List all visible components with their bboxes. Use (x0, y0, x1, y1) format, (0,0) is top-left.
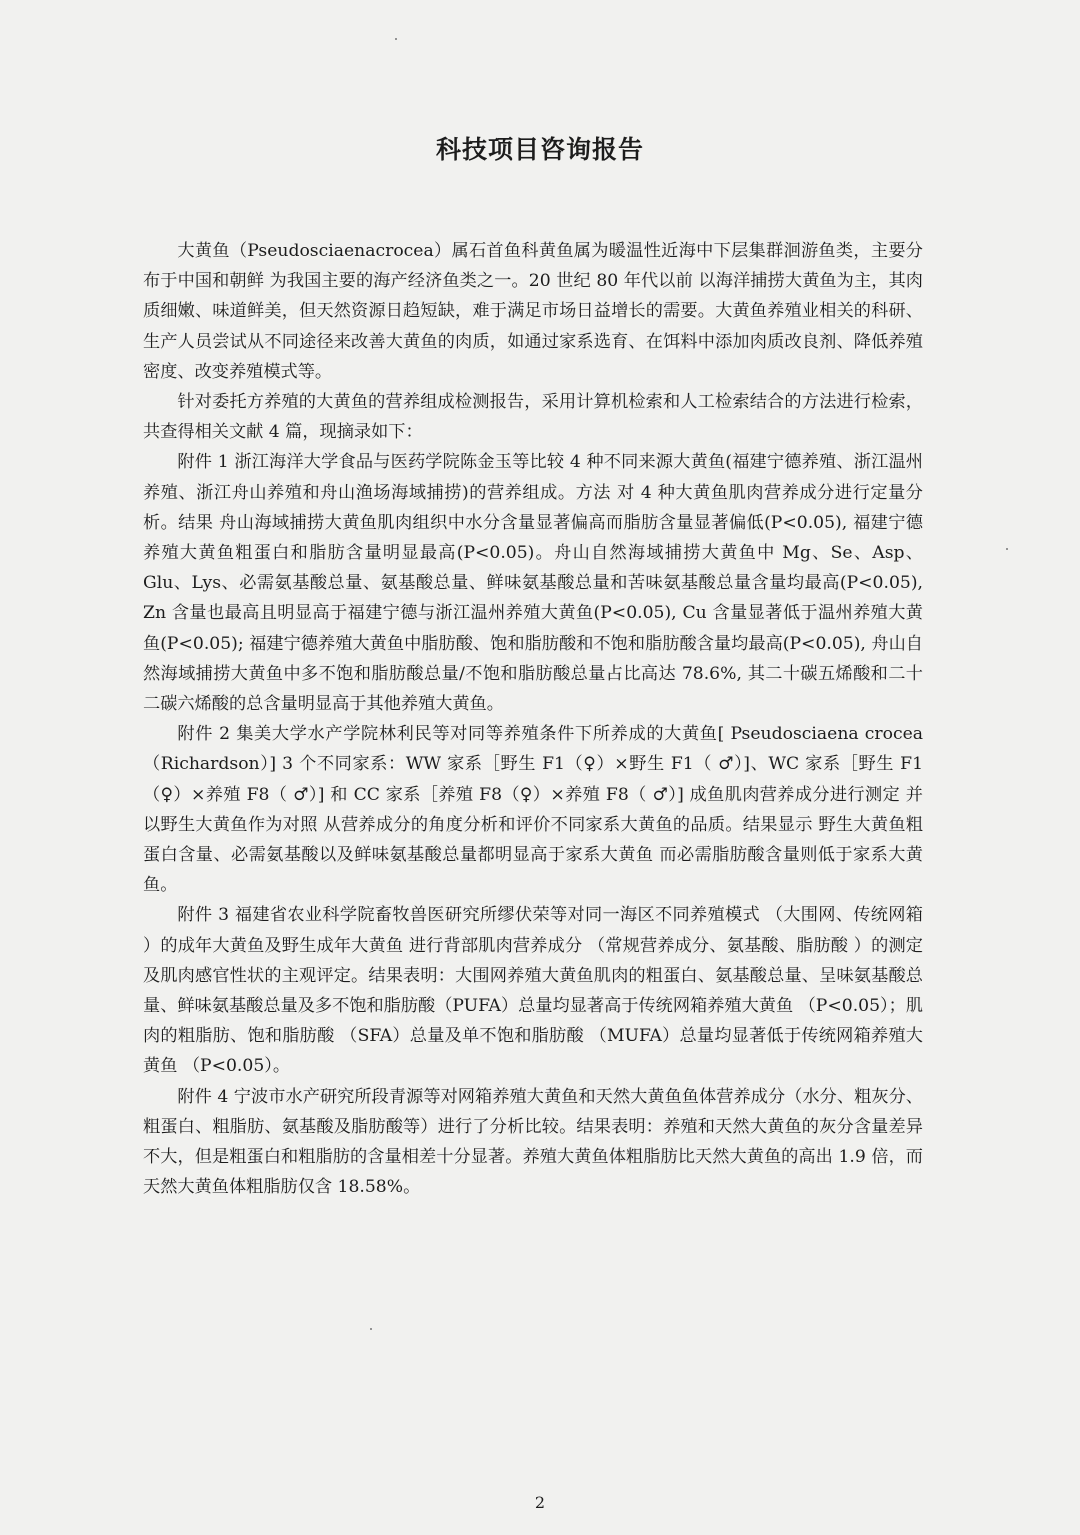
paragraph-attachment-3: 附件 3 福建省农业科学院畜牧兽医研究所缪伏荣等对同一海区不同养殖模式 （大围网、传统网箱 ）的成年大黄鱼及野生成年大黄鱼 进行背部肌肉营养成分 （常规营养成分、氨基酸、脂肪酸 ）的测定及肌肉感官性状的主观评定。结果表明：大围网养殖大黄鱼肌肉的粗蛋白、氨基酸总量、呈味氨基酸总量、鲜味氨基酸总量及多不饱和脂肪酸（PUFA）总量均显著高于传统网箱养殖大黄鱼 （P<0.05）；肌肉的粗脂肪、饱和脂肪酸 （SFA）总量及单不饱和脂肪酸 （MUFA）总量均显著低于传统网箱养殖大黄鱼 （P<0.05）。 (143, 905, 924, 1077)
document-title: 科技项目咨询报告 (435, 135, 644, 164)
paragraph-search-summary: 针对委托方养殖的大黄鱼的营养组成检测报告，采用计算机检索和人工检索结合的方法进行检索，共查得相关文献 4 篇，现摘录如下： (143, 392, 923, 443)
paragraph-attachment-2: 附件 2 集美大学水产学院林利民等对同等养殖条件下所养成的大黄鱼[ Pseudosciaena crocea（Richardson）] 3 个不同家系：WW 家系［野生 F1（♀）×野生 F1（ ♂）]、WC 家系［野生 F1（♀）×养殖 F8（ ♂）] 和 CC 家系［养殖 F8（♀）×养殖 F8（ ♂）] 成鱼肌肉营养成分进行测定 并以野生大黄鱼作为对照 从营养成分的角度分析和评价不同家系大黄鱼的品质。结果显示 野生大黄鱼粗蛋白含量、必需氨基酸以及鲜味氨基酸总量都明显高于家系大黄鱼 而必需脂肪酸含量则低于家系大黄鱼。 (143, 724, 923, 896)
paragraph-intro: 大黄鱼（Pseudosciaenacrocea）属石首鱼科黄鱼属为暖温性近海中下层集群洄游鱼类，主要分布于中国和朝鲜 为我国主要的海产经济鱼类之一。20 世纪 80 年代以前 以海洋捕捞大黄鱼为主，其肉质细嫩、味道鲜美，但天然资源日趋短缺，难于满足市场日益增长的需要。大黄鱼养殖业相关的科研、生产人员尝试从不同途径来改善大黄鱼的肉质，如通过家系选育、在饵料中添加肉质改良剂、降低养殖密度、改变养殖模式等。 (143, 241, 923, 382)
scan-speck (370, 1328, 372, 1330)
document-body (143, 236, 923, 1203)
scan-speck (1006, 548, 1008, 550)
paragraph-attachment-4: 附件 4 宁波市水产研究所段青源等对网箱养殖大黄鱼和天然大黄鱼鱼体营养成分（水分、粗灰分、粗蛋白、粗脂肪、氨基酸及脂肪酸等）进行了分析比较。结果表明：养殖和天然大黄鱼的灰分含量差异不大，但是粗蛋白和粗脂肪的含量相差十分显著。养殖大黄鱼体粗脂肪比天然大黄鱼的高出 1.9 倍，而天然大黄鱼体粗脂肪仅含 18.58%。 (143, 1086, 923, 1198)
paragraph-attachment-1: 附件 1 浙江海洋大学食品与医药学院陈金玉等比较 4 种不同来源大黄鱼(福建宁德养殖、浙江温州养殖、浙江舟山养殖和舟山渔场海域捕捞)的营养组成。方法 对 4 种大黄鱼肌肉营养成分进行定量分析。结果 舟山海域捕捞大黄鱼肌肉组织中水分含量显著偏高而脂肪含量显著偏低(P<0.05), 福建宁德养殖大黄鱼粗蛋白和脂肪含量明显最高(P<0.05)。舟山自然海域捕捞大黄鱼中 Mg、Se、Asp、Glu、Lys、必需氨基酸总量、氨基酸总量、鲜味氨基酸总量和苦味氨基酸总量含量均最高(P<0.05), Zn 含量也最高且明显高于福建宁德与浙江温州养殖大黄鱼(P<0.05), Cu 含量显著低于温州养殖大黄鱼(P<0.05); 福建宁德养殖大黄鱼中脂肪酸、饱和脂肪酸和不饱和脂肪酸含量均最高(P<0.05), 舟山自然海域捕捞大黄鱼中多不饱和脂肪酸总量/不饱和脂肪酸总量占比高达 78.6%, 其二十碳五烯酸和二十二碳六烯酸的总含量明显高于其他养殖大黄鱼。 (143, 452, 923, 715)
page-number: 2 (534, 1493, 546, 1512)
scan-speck (395, 38, 397, 40)
